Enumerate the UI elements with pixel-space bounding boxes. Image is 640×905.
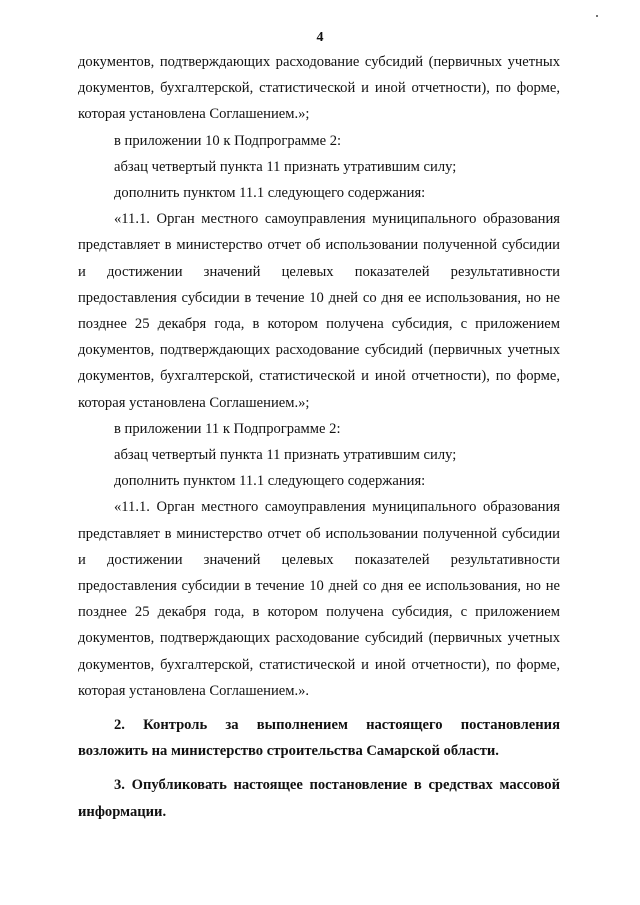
page-number: 4	[316, 30, 324, 45]
scan-speck	[596, 15, 598, 17]
paragraph-item-3: 3. Опубликовать настоящее постановление в средствах массовой информации.	[78, 777, 560, 820]
paragraph-clause-11-1: «11.1. Орган местного самоуправления муниципального образования представляет в министерство отчет об использовании полученной субсидии и достижении значений целевых показателей результативности предоставления субсидии в течение 10 дней со дня ее использования, но не позднее 25 декабря года, в котором получена субсидия, с приложением документов, подтверждающих расходование субсидий (первичных учетных документов, бухгалтерской, статистической и иной отчетности), по форме, которая установлена Соглашением.».	[78, 499, 560, 699]
paragraph-repeal-clause: абзац четвертый пункта 11 признать утратившим силу;	[114, 158, 457, 175]
paragraph-add-clause: дополнить пунктом 11.1 следующего содержания:	[114, 473, 426, 490]
paragraph-clause-11-1: «11.1. Орган местного самоуправления муниципального образования представляет в министерство отчет об использовании полученной субсидии и достижении значений целевых показателей результативности предоставления субсидии в течение 10 дней со дня ее использования, но не позднее 25 декабря года, в котором получена субсидия, с приложением документов, подтверждающих расходование субсидий (первичных учетных документов, бухгалтерской, статистической и иной отчетности), по форме, которая установлена Соглашением.»;	[78, 211, 560, 411]
paragraph-repeal-clause: абзац четвертый пункта 11 признать утратившим силу;	[114, 447, 457, 464]
paragraph-appendix-10: в приложении 10 к Подпрограмме 2:	[114, 132, 342, 149]
paragraph-add-clause: дополнить пунктом 11.1 следующего содержания:	[114, 185, 426, 202]
paragraph-continuation: документов, подтверждающих расходование субсидий (первичных учетных документов, бухгалтерской, статистической и иной отчетности), по форме, которая установлена Соглашением.»;	[78, 54, 560, 123]
document-body	[78, 49, 560, 825]
paragraph-appendix-11: в приложении 11 к Подпрограмме 2:	[114, 420, 341, 437]
paragraph-item-2: 2. Контроль за выполнением настоящего постановления возложить на министерство строительства Самарской области.	[78, 717, 560, 760]
